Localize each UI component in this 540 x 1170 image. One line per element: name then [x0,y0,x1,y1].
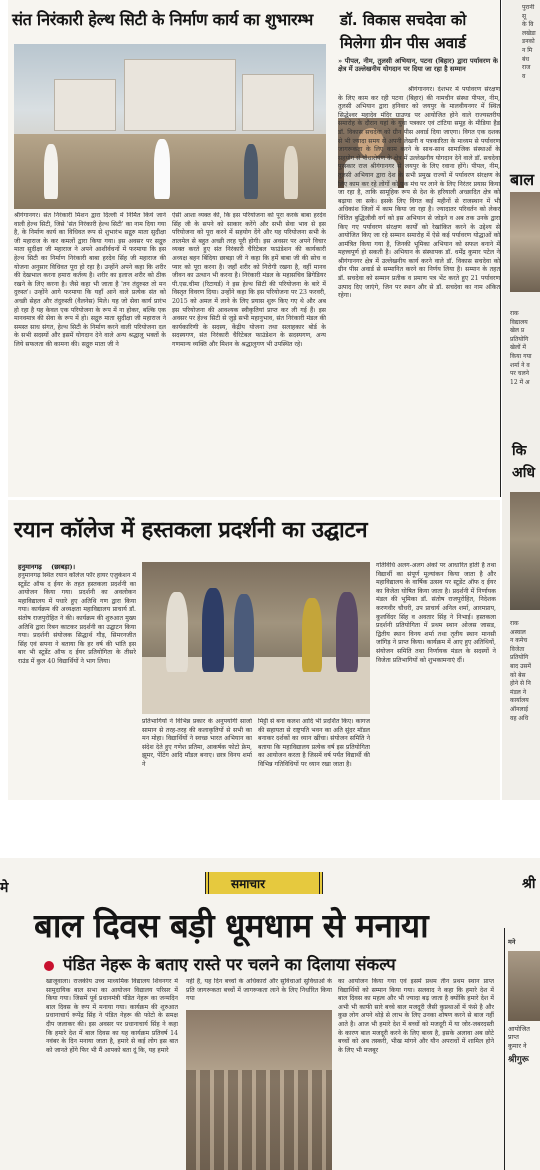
fragment-line: ऑनलाई [510,705,529,713]
fragment-line: लखेडा [522,29,536,37]
right-fragment-text [522,4,540,164]
health-city-col-2: ऐसी आशा व्यक्त की, कि इस परियोजना को पूरा करके बाबा हरदेव सिंह जी के सपने को साकार करेंगे और सभी सेवा भाव से इस परियोजना को पूरा करने में सहयोग देंगे और यह परियोजना सभी के तालमेल से बहुत अच्छी तरह पूरी होगी। इस अवसर पर अपने विचार व्यक्त करते हुए संत निरंकारी चैरिटेबल फाउंडेशन की कार्यकारी अध्यक्ष बहन बिंदिया छाबड़ा जी ने कहा कि हमें बाबा जी की सोच व प्यार को पूरा करना है। जहाँ शरीर को निरोगी रखना है, वहीं मानव जीवन का उत्थान भी करना है। निरंकारी मंडल के महासचिव ब्रिगेडियर पी.एस.चीमा (रिटायर्ड) ने इस हेल्थ सिटी की परियोजना के बारे में विस्तृत विवरण दिया। उन्होंने कहा कि इस परियोजना पर 23 फरवरी, 2015 को अमल में लाने के लिए प्रयास शुरू किए गए थे और अब इस परियोजना की आवश्यक स्वीकृतियां प्राप्त कर ली गई हैं। इस अवसर पर हेल्थ सिटी से जुड़े सभी महानुभाव, संत निरंकारी मंडल की कार्यकारिणी के सदस्य, केंद्रीय योजना तथा सलाहकार बोर्ड के सदस्यगण, संत निरंकारी चैरिटेबल फाउंडेशन के सदस्यगण, अन्य गणमान्य व्यक्ति और मिशन के श्रद्धालुगण भी उपस्थित रहे। [172,212,326,348]
ryan-col-4: गतिविधि अलग-अलग अंकों पर आधारित होती है तथा विद्यार्थी का संपूर्ण मूल्यांकन किया जाता है और महाविद्यालय के वार्षिक उत्सव पर स्टूडेंट ऑफ द ईयर का विजेता घोषित किया जाता है। प्रदर्शनी में निर्णायक मंडल की भूमिका डॉ. संतोष राजपुरोहित, निदेशक करणवीर चौधरी, उप प्राचार्य अनिल शर्मा, आरमप्राय, कुलविंदर सिंह व अवतार सिंह ने निभाई। हस्तकला प्रदर्शनी प्रतियोगिता में प्रथम स्थान ओजस जासड, द्वितीय स्थान विनय शर्मा तथा तृतीय स्थान मानसी जांगिड़ ने प्राप्त किया। कार्यक्रम में आए हुए अतिथियों, संयोजन समिति तथा निर्णायक मंडल के सदस्यों ने विजेता प्रतिभागियों को शुभकामनाएं दीं। [376,562,496,664]
person-figure [302,598,322,672]
person-figure [154,139,170,199]
left-fragment: मे [0,880,9,896]
fragment-line: प्रतियोगि [510,654,529,662]
bal-diwas-col-3: का आयोजन किया गया एवं इसमें प्रथम तीन प्रथम स्थान प्राप्त विद्यार्थियों को सम्मान किया गया। सलवाद ने कहा कि हमारे देश में बाल दिवस का महत्व और भी ज्यादा बढ़ जाता है क्योंकि हमारे देश में अभी भी काफी सारे बच्चे बाल मजदूरी जैसी कुप्रथाओं में फंसे है और कुछ लोग अपने थोड़े से लाभ के लिए उनका शोषण करने से बाज नहीं आते है। आज भी हमारे देश में बच्चों को मजदूरी में या जोर-जबरदस्ती के कारण बाल मजदूरी करने के लिए बाध्य है, इसके अलावा अब छोटे बच्चों को अब तस्करी, भीख मांगने और यौन अपराधों में शामिल होने के लिए भी मजबूर [338,978,494,1054]
top-clipping [8,0,500,497]
fragment-line: डनको [522,38,535,46]
exhibition-photo [142,562,370,714]
right-fragment-photo [510,192,540,292]
fragment-line: न कमेच [510,637,528,645]
right-fragment-text-2 [510,310,540,440]
health-city-photo [14,44,326,209]
bottom-clipping [0,858,540,1170]
fragment-line: राज [522,64,531,72]
fragment-line: खेलों में [510,344,527,352]
building-render [124,59,236,131]
mid-clipping [8,500,500,800]
fragment-line: 12 में अ [510,378,530,386]
fragment-line: कार्यालय [510,697,529,705]
ryan-col-3: मिट्टी से बना कलश आदि भी प्रदर्शित किए। कागज की सहायता से राष्ट्रपति भवन का अति सुंदर मॉडल बनाकर दर्शकों का ध्यान खींचा। संयोजन समिति ने बताया कि महाविद्यालय प्रत्येक वर्ष इस प्रतियोगिता का आयोजन करता है जिसमें वर्ष पर्यंत विद्यार्थी की विभिन्न गतिविधियों पर ध्यान रखा जाता है। [258,718,370,768]
column-divider [500,0,501,497]
fragment-line: पर चलने [510,370,529,378]
fragment-line: बाद उसमें [510,662,532,670]
ryan-col-2: प्रतिभागियों ने विभिन्न प्रकार के अनुपयोगी साजो सामान से तरह-तरह की कलाकृतियों से सभी का मन मोहा। विद्यार्थियों ने स्वच्छ भारत अभियान का संदेश देते हुए गणेश प्रतिमा, आकर्षक फोटो फ्रेम, झूमर, पेंटिंग आदि मॉडल बनाए। छात्र विनय शर्मा ने [142,718,252,768]
fragment-line: खेल प्र [510,327,525,335]
award-subhead: » पीपल, नीम, तुलसी अभियान, पटना (बिहार) द्वारा पर्यावरण के क्षेत्र में उल्लेखनीय योगदान पर दिया जा रहा है सम्मान [338,57,498,74]
fragment-line: बंध [522,55,530,63]
stage-area [14,134,326,209]
fragment-line: राक [510,310,519,317]
subhead-row [44,952,396,975]
fragment-line: व [522,72,526,80]
right-fragment-photo-2 [510,492,540,610]
fragment-line: के वि [522,21,534,29]
right-fragment-top: श्री [522,876,536,892]
person-figure [336,592,358,672]
bal-diwas-col-1: खाजूवाला। राजकीय उच्च माध्यमिक विद्यालय शिवनगर में सामुदायिक बाल सभा का आयोजन विद्यालय परिसर में किया गया। जिसमें पूर्व प्रधानमंत्री पंडित नेहरू का जन्मदिन बाल दिवस के रूप में मनाया गया। कार्यक्रम की शुरुआत प्रधानाचार्य रूपेंद्र सिंह ने पंडित नेहरू की फोटो के समक्ष दीप जलाकर की। इस अवसर पर प्रधानाचार्य सिंह ने कहा कि हमारे देश में बाल दिवस का यह कार्यक्रम प्रतिवर्ष 14 नवंबर के दिन मनाया जाता है, हमारे से कई लोग इस बात को जानते होंगे फिर भी मैं आपको बता दूं कि, यह हमारे [46,978,178,1054]
bal-diwas-col-2: नहीं है, यह दिन बच्चों के अधिकारों और सुविधाओं सुविधाओं के प्रति जागरूकता बच्चों में जागरूकता लाने के लिए निर्धारित किया गया [186,978,332,1003]
dateline-tag: (छाबड़ा)। [51,563,76,571]
dateline-place: हनुमानगढ़ [18,563,42,571]
person-figure [234,594,254,672]
bullet-dot-icon [44,961,54,971]
section-label-bar [205,872,323,894]
right-fragment-col [508,938,540,1170]
award-headline-line-1: डॉ. विकास सचदेवा को [340,11,467,29]
fragment-line: वह अधि [510,714,529,722]
fragment-line: कुमार ने [508,1041,527,1050]
person-figure [284,146,298,199]
building-render [54,79,116,131]
person-figure [44,144,58,199]
clipping-gap [0,806,540,856]
fragment-line: विद्यालय [510,318,528,326]
fragment-line: श्रीगुरू [508,1055,529,1066]
fragment-line: राक [510,620,519,627]
fragment-line: प्रतियोगि [510,335,529,343]
fragment-line: होने से नि [510,680,531,688]
ryan-dateline [18,562,75,571]
fragment-line: मने [508,938,516,946]
right-fragment-heading-2: कि अधि [512,443,535,481]
building-render [242,74,314,131]
fragment-line: पुरानी सू [522,4,535,20]
health-city-headline: संत निरंकारी हेल्थ सिटी के निर्माण कार्य का शुभारम्भ [12,10,313,29]
kids-rows [186,1070,332,1170]
column-divider [504,928,505,1170]
fragment-line: आयोजित [508,1024,530,1033]
fragment-line: किया गया [510,352,532,360]
bal-diwas-subhead: पंडित नेहरू के बताए रास्ते पर चलने का दिलाया संकल्प [63,955,396,974]
children-assembly-photo [186,1010,332,1170]
right-fragment-photo [508,951,540,1021]
award-body: श्रीगंगानगर। देशभर में पर्यावरण संरक्षण के लिए काम कर रही पटना (बिहार) की नामचीन संस्था पीपल, नीम, तुलसी अभियान द्वारा हनिवार को जयपुर के मालवीयनगर में स्थित सिद्धेश्वर महादेव मंदिर ग्राउण्ड पर आयोजित होने वाले राज्यस्तरीय समारोह के दौरान यहां के युवा पत्रकार एवं टांटिया समूह के मीडिया हैड डॉ. विकास सचदेवा को ग्रीन पीस अवार्ड दिया जाएगा। विगत एक दशक से भी ज्यादा समय से अपनी लेखनी व पत्रकारिता के माध्यम से पर्यावरण जागरूकता के लिए काम करने के साथ-साथ सामाजिक संस्थाओं के सहयोग से पौधारोपण के क्षेत्र में उल्लेखनीय योगदान देने वाले डॉ. सचदेवा पुरस्कार राज श्रीगंगानगर से जयपुर के लिए रवाना होंगे। पीपल, नीम, तुलसी अभियान द्वारा देश के सभी प्रमुख राज्यों में पर्यावरण संरक्षण के लिए काम कर रहे लोगों को एक मंच पर लाने के लिए निरंतर प्रयास किया जा रहा है, ताकि सामूहिक रूप से देश के हरियाली अच्छादित क्षेत्र को बढ़ाया जा सके। इसके लिए विगत कई महीनों से राजस्थान में भी अधिकांश जिलों में काम किया जा रहा है। ज्यादातर परिवर्तन को लेकर चिंतित बुद्धिजीवी वर्ग को इस अभियान से जोड़ने व अब तक उनके द्वारा किए गए पर्यावरण संरक्षण कार्यों को रेखांकित करने के उद्देश्य से आयोजित किए जा रहे सम्मान समारोह में ऐसे कई पर्यावरण योद्धाओं को आमंत्रित किया गया है, जिनकी भूमिका अभियान को सफल बनाने में महत्त्वपूर्ण हो सकती है। अभियान के संस्थापक डॉ. धर्मेंद्र कुमार पटेल ने श्रीगंगानगर क्षेत्र में उल्लेखनीय कार्य करने वाले डॉ. विकास सचदेवा को ग्रीन पीस अवार्ड से सम्मानित करने का निर्णय लिया है। सम्मान के तहत डॉ. सचदेवा को सम्मान प्रतीक व प्रमाण पत्र भेंट करते हुए 21 पर्यावरण उत्पाद दिए जाएंगे, जिन पर स्थान और से डॉ. सचदेवा का नाम अंकित रहेगा। [338,86,500,300]
person-figure [244,144,258,199]
section-label: समाचार [231,877,266,891]
award-headline-line-2: मिलेगा ग्रीन पीस अवार्ड [340,34,466,52]
person-figure [166,592,188,672]
right-fragment-text-3 [510,620,540,800]
fragment-line: विजेता [510,645,525,653]
right-fragment-heading: बाल [510,170,535,189]
bal-diwas-headline: बाल दिवस बड़ी धूमधाम से मनाया [34,906,429,945]
fragment-line: शर्मा ने व [510,361,530,369]
person-figure [202,588,224,672]
fragment-line: प्राप्त [508,1033,519,1042]
ryan-college-headline: रयान कॉलेज में हस्तकला प्रदर्शनी का उद्घाटन [14,518,368,543]
fragment-line: को बेस [510,671,526,679]
right-margin-strip [502,0,540,800]
fragment-line: न मि [522,46,533,54]
fragment-line: अस्वाल [510,628,526,636]
fragment-line: मंडल ने [510,688,527,696]
ryan-col-1: हनुमानगढ़ स्थित रयान कॉलेज फॉर हायर एजुकेशन में स्टूडेंट ऑफ द ईयर के तहत हस्तकला प्रदर्शनी का आयोजन किया गया। प्रदर्शनी का अवलोकन महाविद्यालय में पधारे हुए अतिथि गण द्वारा किया गया। कार्यक्रम की अध्यक्षता महाविद्यालय प्राचार्य डॉ. संतोष राजपुरोहित ने की। कार्यक्रम की शुरुआत मुख्य अतिथि द्वारा रिबन काटकर प्रदर्शनी का उद्घाटन किया गया। प्रदर्शनी संयोजक सिद्धार्थ गौड़, सिमरनजीत सिंह एवं सपना ने बताया कि हर वर्ष की भांति इस बार भी स्टूडेंट ऑफ द ईयर प्रतियोगिता के तीसरे राउंड में कुल 40 विद्यार्थियों ने भाग लिया। [18,572,136,665]
health-city-col-1: श्रीगंगानगर। संत निरंकारी मिशन द्वारा दिल्ली में निर्मित किये जाने वाली हेल्थ सिटी, जिसे 'संत निरंकारी हेल्थ सिटी' का नाम दिया गया है, के निर्माण कार्य का विधिवत रूप से शुभारंभ सद्गुरु माता सुदीक्षा जी महाराज के कर कमलों द्वारा किया गया। इस अवसर पर सद्गुरु माता सुदीक्षा जी महाराज ने अपने आशीर्वचनों में फरमाया कि इस हेल्थ सिटी का निर्माण निरंकारी बाबा हरदेव सिंह जी महाराज की योजना अनुसार विधिवत पूरा हो रहा है। उन्होंने अपने कहा कि शरीर की देखभाल करना हमारा कर्तव्य है। शरीर का इलाज शरीर को ठीक रखने के लिए करना है। जैसे कहा भी जाता है 'तन तंदुरुस्त तो मन दुरुस्त'। उन्होंने आगे फरमाया कि यहाँ आने वाले प्रत्येक संत को अच्छी सेहत और तंदुरुस्ती (वैलनेस) मिले। यह जो सेवा कार्य प्रारंभ हो रहा है यह केवल एक परियोजना के रूप में ना होकर, बल्कि एक मानवमात्र की सेवा के रूप में हो। सद्गुरु माता सुदीक्षा जी महाराज ने समस्त साध संगत, हेल्थ सिटी के निर्माण करने वाली परियोजना दल के सभी सदस्यों और इसमें योगदान देने वाले अन्य श्रद्धालु भक्तों के लिये सफलता की कामना की। सद्गुरु माता जी ने [14,212,166,348]
